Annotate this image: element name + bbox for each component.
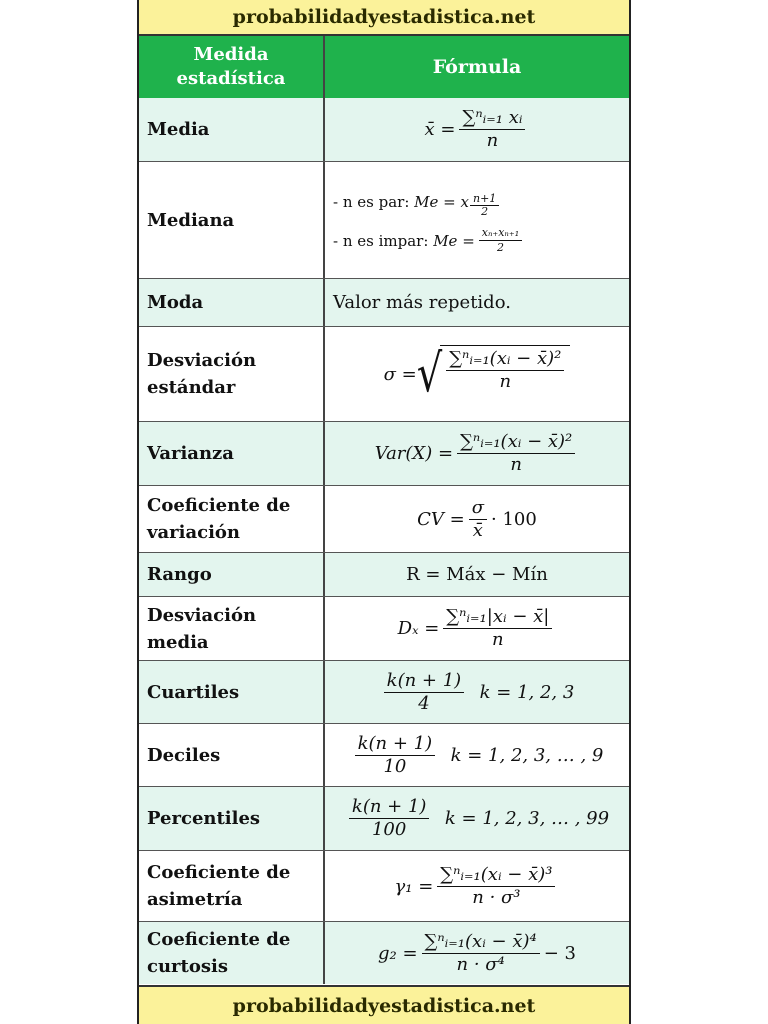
fraction xyxy=(446,348,564,393)
numerator: σ xyxy=(469,497,487,520)
fraction xyxy=(469,497,487,542)
measure-name: Desviación estándar xyxy=(139,327,325,421)
row-mediana xyxy=(139,162,629,279)
formula-cell xyxy=(325,327,629,421)
measure-name: Percentiles xyxy=(139,787,325,850)
formula-cell xyxy=(325,98,629,161)
row-percentiles xyxy=(139,787,629,851)
formula-cell xyxy=(325,922,629,984)
numerator: ∑ⁿᵢ₌₁(xᵢ − x̄)⁴ xyxy=(422,931,540,954)
fraction xyxy=(349,796,430,841)
odd-label: - n es impar: xyxy=(333,231,429,250)
measure-name: Media xyxy=(139,98,325,161)
formula-lhs: x̄ = xyxy=(424,119,456,140)
row-coeficiente-variacion xyxy=(139,486,629,553)
even-subscript xyxy=(470,193,499,218)
formula-lhs: γ₁ = xyxy=(394,875,434,897)
odd-fraction xyxy=(479,226,522,255)
odd-num: xₙ₊xₙ₊₁ xyxy=(479,226,522,241)
formula-lhs: g₂ = xyxy=(377,942,418,964)
measure-name: Coeficiente de curtosis xyxy=(139,922,325,984)
numerator: k(n + 1) xyxy=(355,733,436,756)
denominator: n · σ³ xyxy=(472,886,521,908)
formula-rhs: k = 1, 2, 3, … , 99 xyxy=(444,808,610,829)
numerator: ∑ⁿᵢ₌₁(xᵢ − x̄)³ xyxy=(437,864,555,887)
numerator: ∑ⁿᵢ₌₁(xᵢ − x̄)² xyxy=(446,348,564,371)
fraction xyxy=(355,733,436,778)
even-sym: x xyxy=(460,192,469,211)
even-sub-den: 2 xyxy=(481,205,489,218)
odd-lhs: Me = xyxy=(433,231,475,250)
formula-cell: R = Máx − Mín xyxy=(406,564,548,585)
denominator: n · σ⁴ xyxy=(456,953,505,975)
row-coeficiente-curtosis xyxy=(139,922,629,984)
table-body xyxy=(139,98,629,984)
formula-cell xyxy=(325,787,629,850)
row-rango xyxy=(139,553,629,597)
row-varianza xyxy=(139,422,629,486)
median-odd xyxy=(333,226,526,255)
formula-lhs: Dₓ = xyxy=(397,618,440,639)
row-cuartiles xyxy=(139,661,629,724)
measure-name: Moda xyxy=(139,279,325,326)
even-sub-num: n+1 xyxy=(470,193,499,206)
numerator: ∑ⁿᵢ₌₁|xᵢ − x̄| xyxy=(443,606,552,629)
row-coeficiente-asimetria xyxy=(139,851,629,922)
median-even xyxy=(333,185,526,218)
denominator: n xyxy=(510,454,522,475)
header-measure: Medida estadística xyxy=(139,36,325,98)
measure-name: Deciles xyxy=(139,724,325,786)
formula-cell xyxy=(325,486,629,552)
formula-cell xyxy=(325,724,629,786)
odd-den: 2 xyxy=(496,241,504,254)
formula-lhs: σ = xyxy=(383,363,417,385)
fraction xyxy=(422,931,540,976)
row-desviacion-estandar xyxy=(139,327,629,422)
denominator: 100 xyxy=(371,819,407,840)
square-root xyxy=(417,345,571,403)
denominator: x̄ xyxy=(472,519,483,541)
even-label: - n es par: xyxy=(333,192,410,211)
measure-name: Varianza xyxy=(139,422,325,485)
row-media xyxy=(139,98,629,162)
radical-sign-icon: √ xyxy=(416,344,443,404)
site-banner-top: probabilidadyestadistica.net xyxy=(139,0,629,36)
row-moda xyxy=(139,279,629,327)
denominator: 4 xyxy=(418,692,430,714)
formula-cell xyxy=(325,851,629,921)
denominator: 10 xyxy=(383,755,407,777)
formula-lhs: CV = xyxy=(417,508,465,530)
fraction xyxy=(443,606,552,651)
median-cases xyxy=(333,185,526,255)
fraction xyxy=(437,864,555,909)
formula-rhs: − 3 xyxy=(543,942,576,964)
formula-rhs: k = 1, 2, 3 xyxy=(479,681,575,703)
measure-name: Cuartiles xyxy=(139,661,325,723)
formula-cell xyxy=(325,661,629,723)
formula-cell xyxy=(325,422,629,485)
measure-name: Coeficiente de asimetría xyxy=(139,851,325,921)
formula-cell: Valor más repetido. xyxy=(333,292,511,313)
row-desviacion-media xyxy=(139,597,629,661)
table-header xyxy=(139,36,629,100)
numerator: k(n + 1) xyxy=(349,796,430,819)
denominator: n xyxy=(486,130,499,151)
denominator: n xyxy=(499,371,512,392)
formula-rhs: · 100 xyxy=(491,508,537,530)
measure-name: Desviación media xyxy=(139,597,325,660)
formula-cell xyxy=(325,597,629,660)
formula-rhs: k = 1, 2, 3, … , 9 xyxy=(450,744,604,766)
formula-table xyxy=(137,0,631,1024)
measure-name: Rango xyxy=(139,553,325,596)
radicand xyxy=(440,345,570,403)
formula-lhs: Var(X) = xyxy=(374,443,454,464)
fraction xyxy=(384,670,465,715)
denominator: n xyxy=(492,629,504,650)
measure-name: Coeficiente de variación xyxy=(139,486,325,552)
fraction xyxy=(457,431,575,476)
even-lhs: Me = xyxy=(414,192,456,211)
fraction xyxy=(459,107,525,152)
numerator: ∑ⁿᵢ₌₁(xᵢ − x̄)² xyxy=(457,431,575,454)
measure-name: Mediana xyxy=(139,162,325,278)
header-formula: Fórmula xyxy=(432,56,522,78)
row-deciles xyxy=(139,724,629,787)
numerator: ∑ⁿᵢ₌₁ xᵢ xyxy=(459,107,525,130)
numerator: k(n + 1) xyxy=(384,670,465,693)
formula-cell xyxy=(325,162,629,278)
site-banner-bottom: probabilidadyestadistica.net xyxy=(139,985,629,1024)
